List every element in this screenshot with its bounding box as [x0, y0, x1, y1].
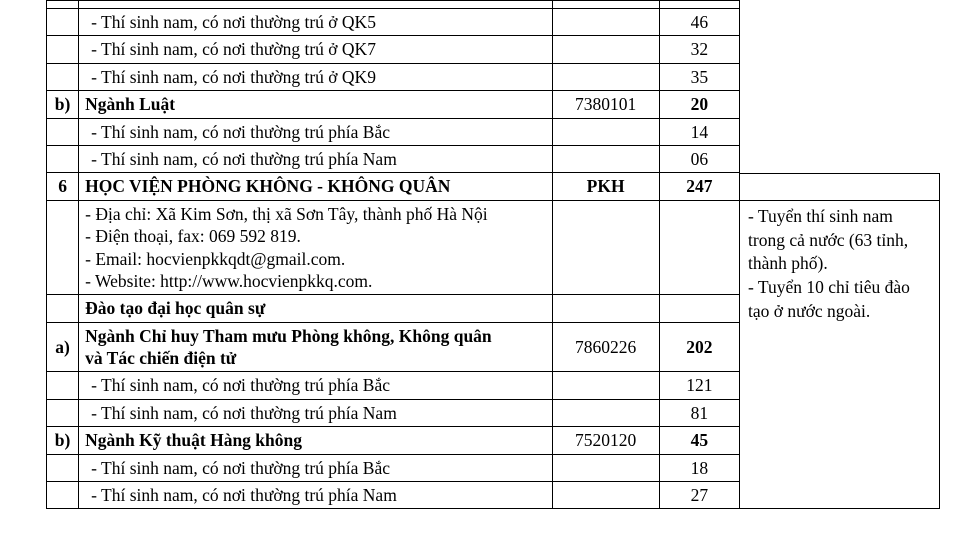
row-code: [552, 399, 659, 426]
table-row: [47, 427, 740, 454]
row-code: [552, 145, 659, 172]
note-cell-content: [740, 201, 939, 323]
notes-column: [740, 173, 940, 509]
row-quota: 202: [659, 322, 739, 372]
row-code: [552, 295, 659, 322]
row-index: [47, 9, 79, 36]
row-name: Ngành Luật: [79, 91, 552, 118]
row-index: [47, 36, 79, 63]
row-name: - Thí sinh nam, có nơi thường trú phía Nam: [79, 399, 552, 426]
row-name: HỌC VIỆN PHÒNG KHÔNG - KHÔNG QUÂN: [79, 173, 552, 200]
row-quota: 32: [659, 36, 739, 63]
row-index: [47, 482, 79, 509]
school-contact-info: [79, 200, 552, 295]
row-quota: 81: [659, 399, 739, 426]
table-row: [47, 118, 740, 145]
contact-phone: - Điện thoại, fax: 069 592 819.: [85, 226, 301, 247]
table-row: [47, 399, 740, 426]
row-quota: 18: [659, 454, 739, 481]
row-name: Ngành Kỹ thuật Hàng không: [79, 427, 552, 454]
contact-address: - Địa chỉ: Xã Kim Sơn, thị xã Sơn Tây, thành phố Hà Nội: [85, 203, 488, 224]
table-row: [47, 482, 740, 509]
row-name-line-1: Ngành Chỉ huy Tham mưu Phòng không, Không quân: [85, 325, 492, 346]
row-quota: 14: [659, 118, 739, 145]
row-quota: 46: [659, 9, 739, 36]
note-line-1: - Tuyển thí sinh nam trong cả nước (63 tỉnh, thành phố).: [748, 206, 909, 274]
row-code: 7520120: [552, 427, 659, 454]
table-row: [47, 322, 740, 372]
row-quota: [659, 1, 739, 9]
table-row-heading: [47, 295, 740, 322]
row-name: [79, 1, 552, 9]
table-row: [47, 63, 740, 90]
table-row: [47, 36, 740, 63]
table-row-school: [47, 173, 740, 200]
row-name: [79, 322, 552, 372]
row-quota: 06: [659, 145, 739, 172]
note-cell-empty: [740, 174, 939, 201]
table-row: [47, 145, 740, 172]
row-quota: [659, 200, 739, 295]
row-index: [47, 200, 79, 295]
row-code: [552, 118, 659, 145]
row-name: - Thí sinh nam, có nơi thường trú ở QK9: [79, 63, 552, 90]
row-quota: 45: [659, 427, 739, 454]
row-code: [552, 1, 659, 9]
row-code: [552, 372, 659, 399]
row-code: [552, 63, 659, 90]
contact-email: - Email: hocvienpkkqdt@gmail.com.: [85, 248, 346, 269]
row-code: PKH: [552, 173, 659, 200]
row-name: - Thí sinh nam, có nơi thường trú phía Bắc: [79, 372, 552, 399]
row-code: 7860226: [552, 322, 659, 372]
table-row: [47, 9, 740, 36]
row-index: b): [47, 427, 79, 454]
row-index: [47, 145, 79, 172]
row-quota: 20: [659, 91, 739, 118]
row-index: [47, 1, 79, 9]
contact-website: - Website: http://www.hocvienpkkq.com.: [85, 270, 373, 291]
row-name-line-2: và Tác chiến điện tử: [85, 348, 237, 369]
note-line-2: - Tuyển 10 chỉ tiêu đào tạo ở nước ngoài.: [748, 277, 910, 321]
row-code: 7380101: [552, 91, 659, 118]
row-name: Đào tạo đại học quân sự: [79, 295, 552, 322]
row-index: [47, 295, 79, 322]
table-row: [47, 454, 740, 481]
row-name: - Thí sinh nam, có nơi thường trú phía Bắc: [79, 118, 552, 145]
row-index: b): [47, 91, 79, 118]
row-name: - Thí sinh nam, có nơi thường trú ở QK5: [79, 9, 552, 36]
table-row: [47, 372, 740, 399]
table-row: [47, 1, 740, 9]
row-name: - Thí sinh nam, có nơi thường trú phía Bắc: [79, 454, 552, 481]
row-index: [47, 399, 79, 426]
row-code: [552, 9, 659, 36]
row-quota: [659, 295, 739, 322]
row-name: - Thí sinh nam, có nơi thường trú phía Nam: [79, 482, 552, 509]
row-code: [552, 200, 659, 295]
row-quota: 247: [659, 173, 739, 200]
row-quota: 35: [659, 63, 739, 90]
row-index: [47, 454, 79, 481]
row-code: [552, 482, 659, 509]
table-row-contact: [47, 200, 740, 295]
row-name: - Thí sinh nam, có nơi thường trú phía Nam: [79, 145, 552, 172]
row-index: [47, 372, 79, 399]
admission-quota-table: [46, 0, 740, 509]
row-index: [47, 118, 79, 145]
table-row: [47, 91, 740, 118]
row-code: [552, 36, 659, 63]
row-index: a): [47, 322, 79, 372]
row-index: 6: [47, 173, 79, 200]
row-quota: 121: [659, 372, 739, 399]
row-index: [47, 63, 79, 90]
row-code: [552, 454, 659, 481]
row-quota: 27: [659, 482, 739, 509]
row-name: - Thí sinh nam, có nơi thường trú ở QK7: [79, 36, 552, 63]
